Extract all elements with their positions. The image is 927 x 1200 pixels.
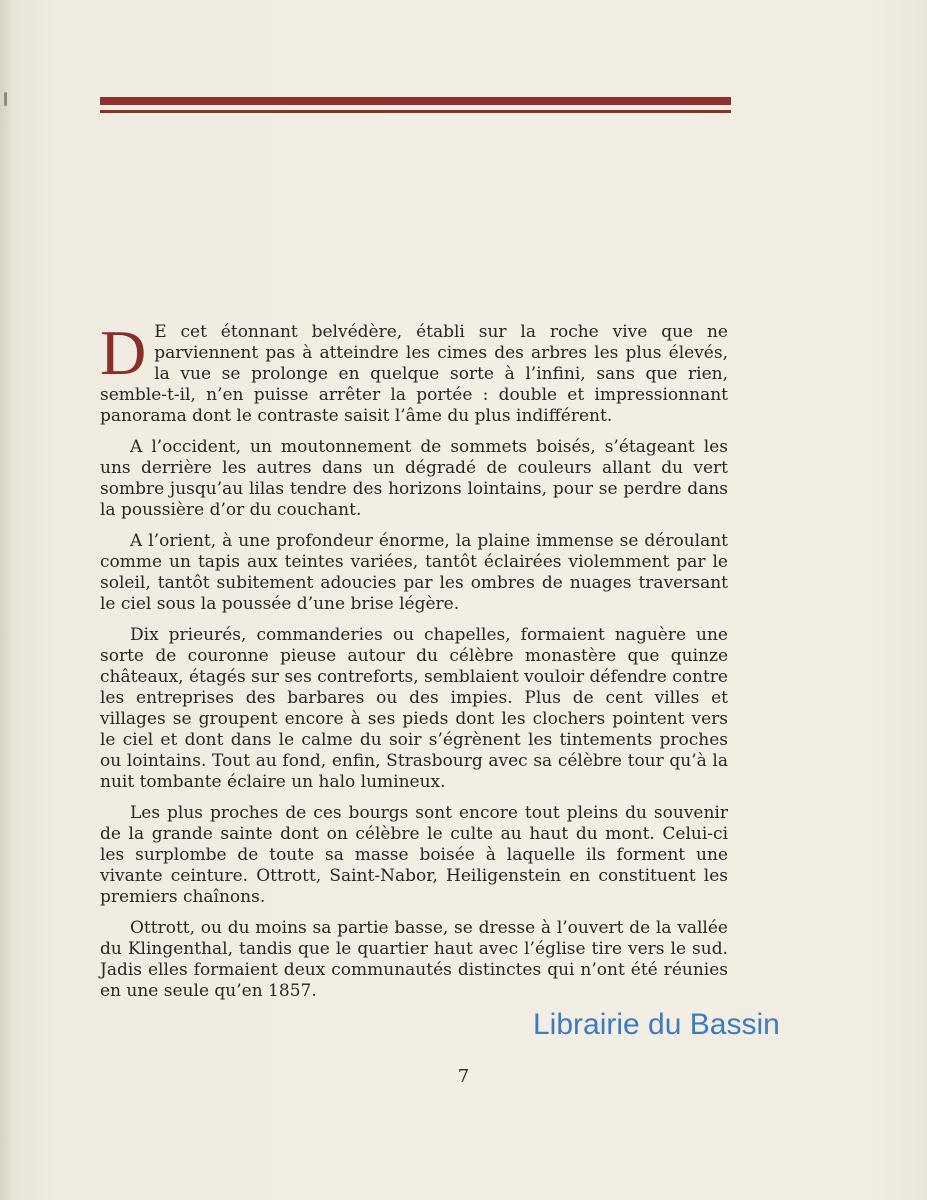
decorative-double-rule [100,97,731,119]
body-text [100,317,728,1012]
paragraph-1-text: E cet étonnant belvédère, établi sur la roche vive que ne parviennent pas à atteindre les cimes des arbres les plus élevés, la vue se prolonge en quelque sorte à l’infini, sans que rien, semble-t-il, n’en puisse arrêter la portée : double et impressionnant panorama dont le contraste saisit l’âme du plus indifférent. [100,322,728,426]
paragraph-4: Dix prieurés, commanderies ou chapelles, formaient naguère une sorte de couronne pieuse autour du célèbre monastère que quinze châteaux, étagés sur ses contreforts, semblaient vouloir défendre contre les entreprises des barbares ou des impies. Plus de cent villes et villages se groupent encore à ses pieds dont les clochers pointent vers le ciel et dont dans le calme du soir s’égrènent les tintements proches ou lointains. Tout au fond, enfin, Strasbourg avec sa célèbre tour qu’à la nuit tombante éclaire un halo lumineux. [100,625,728,792]
rule-thin-line [100,110,731,113]
page-gutter-shadow [0,0,14,1200]
paragraph-2: A l’occident, un moutonnement de sommets boisés, s’étageant les uns derrière les autres dans un dégradé de couleurs allant du vert sombre jusqu’au lilas tendre des horizons lointains, pour se perdre dans la poussière d’or du couchant. [100,437,728,520]
watermark-text: Librairie du Bassin [533,1008,780,1041]
paragraph-5: Les plus proches de ces bourgs sont encore tout pleins du souvenir de la grande sainte dont on célèbre le culte au haut du mont. Celui-ci les surplombe de toute sa masse boisée à laquelle ils forment une vivante ceinture. Ottrott, Saint-Nabor, Heiligenstein en constituent les premiers chaînons. [100,803,728,907]
paragraph-6: Ottrott, ou du moins sa partie basse, se dresse à l’ouvert de la vallée du Klingenthal, tandis que le quartier haut avec l’église tire vers le sud. Jadis elles formaient deux communautés distinctes qui n’ont été réunies en une seule qu’en 1857. [100,918,728,1001]
page-number: 7 [457,1066,470,1087]
binding-mark [4,92,7,106]
paragraph-1 [100,317,728,427]
paragraph-3: A l’orient, à une profondeur énorme, la plaine immense se déroulant comme un tapis aux teintes variées, tantôt éclairées violemment par le soleil, tantôt subitement adoucies par les ombres de nuages traversant le ciel sous la poussée d’une brise légère. [100,531,728,614]
rule-thick-line [100,97,731,105]
drop-cap-letter: D [100,317,147,388]
